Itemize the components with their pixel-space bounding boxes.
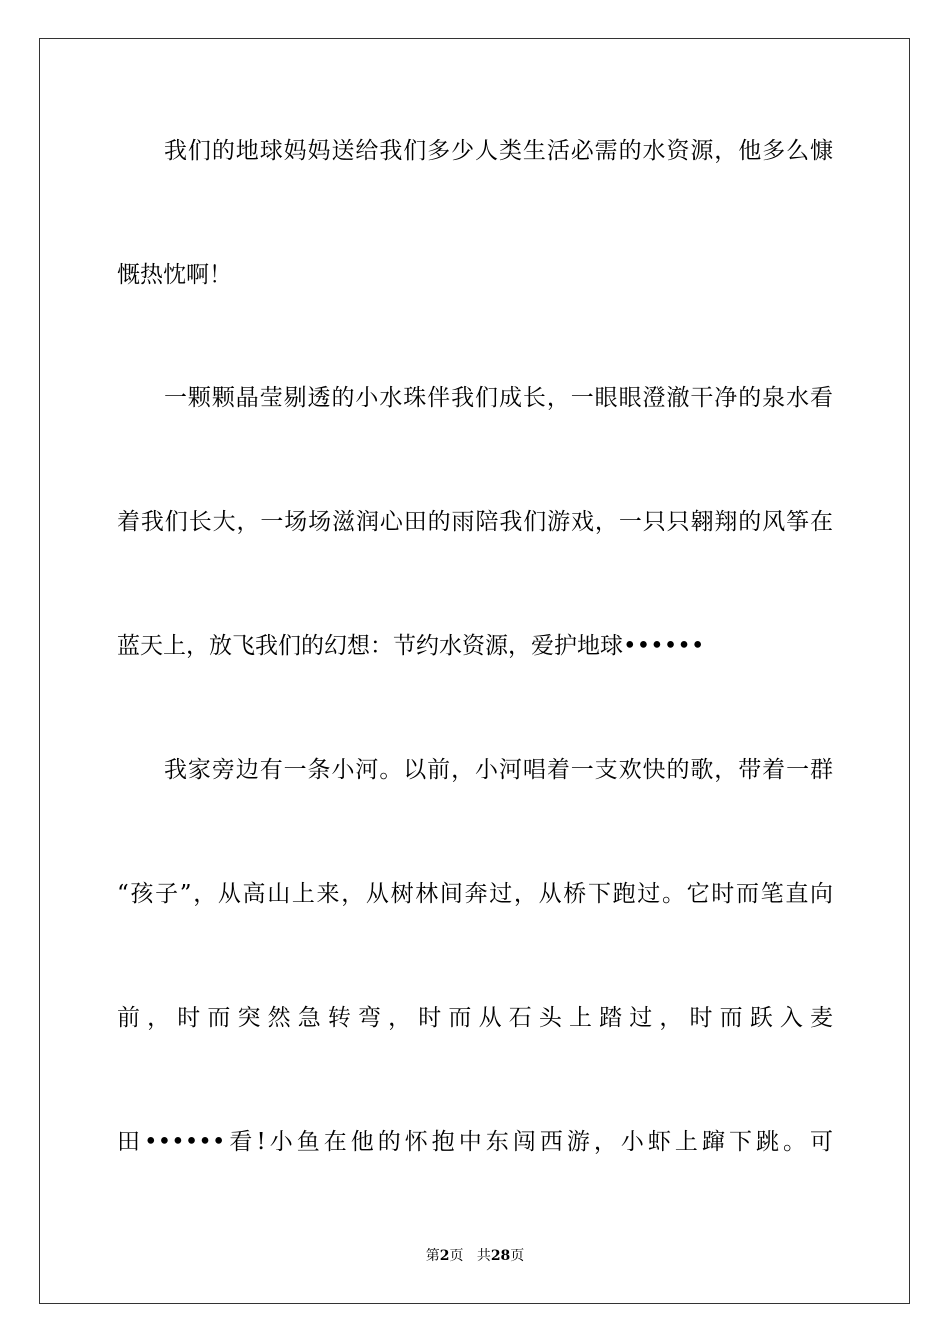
total-prefix: 共	[476, 1248, 491, 1264]
paragraph-2-line-1: 一颗颗晶莹剔透的小水珠伴我们成长，一眼眼澄澈干净的泉水看	[164, 385, 833, 411]
paragraph-2-line-3: 蓝天上，放飞我们的幻想：节约水资源，爱护地球••••••	[117, 633, 705, 659]
paragraph-3-line-2: “孩子”，从高山上来，从树林间奔过，从桥下跑过。它时而笔直向	[117, 881, 833, 907]
page-suffix: 页	[449, 1248, 464, 1264]
total-suffix: 页	[510, 1248, 525, 1264]
paragraph-1-line-1: 我们的地球妈妈送给我们多少人类生活必需的水资源，他多么慷	[164, 138, 833, 164]
paragraph-3-line-3: 前，时而突然急转弯，时而从石头上踏过，时而跃入麦	[117, 1005, 833, 1031]
page-footer	[0, 1246, 950, 1266]
page-number: 2	[439, 1248, 450, 1264]
total-pages: 28	[490, 1248, 511, 1264]
paragraph-3-line-1: 我家旁边有一条小河。以前，小河唱着一支欢快的歌，带着一群	[164, 757, 833, 783]
page-prefix: 第	[425, 1248, 440, 1264]
paragraph-3-line-4: 田••••••看!小鱼在他的怀抱中东闯西游，小虾上蹿下跳。可	[117, 1129, 833, 1155]
paragraph-2-line-2: 着我们长大，一场场滋润心田的雨陪我们游戏，一只只翱翔的风筝在	[117, 509, 833, 535]
paragraph-1-line-2: 慨热忱啊！	[117, 262, 232, 288]
page-border	[39, 38, 910, 1304]
